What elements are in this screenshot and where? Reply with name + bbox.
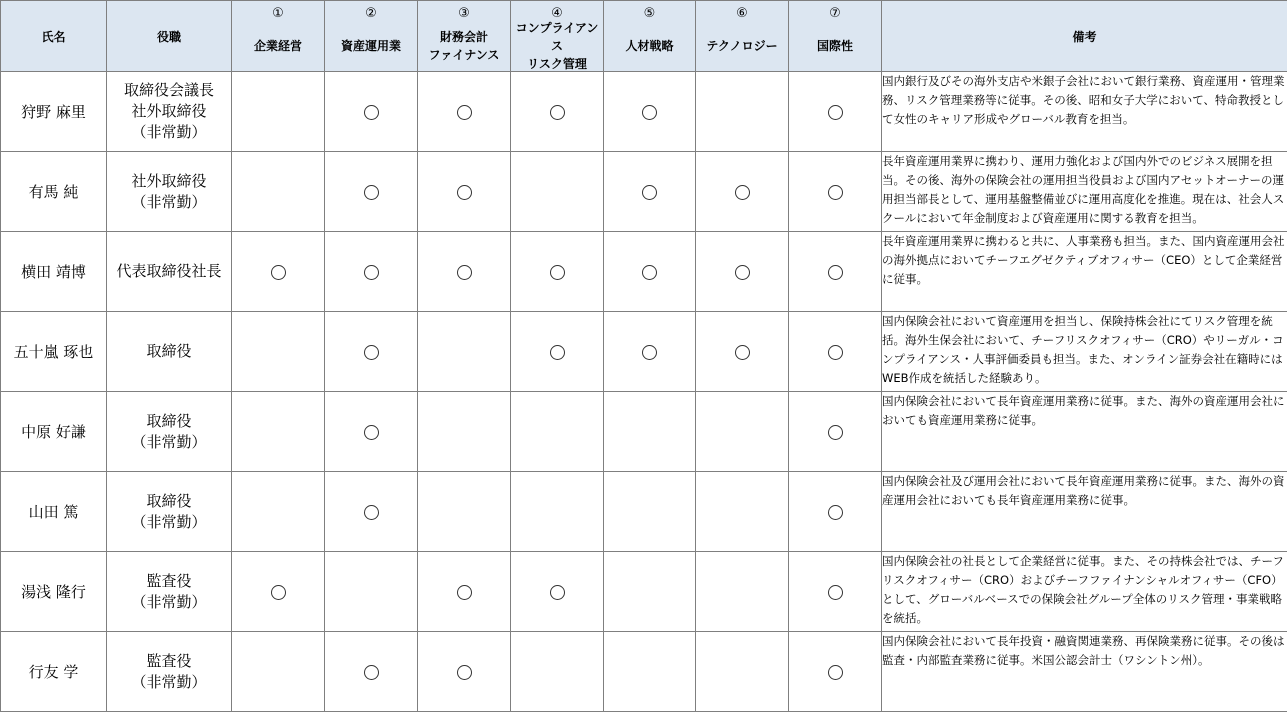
header-notes: 備考 <box>882 1 1287 72</box>
header-skill-4 <box>511 1 604 72</box>
skill-cell-3 <box>418 552 511 632</box>
skill-check-circle-icon <box>364 505 379 520</box>
skill-check-circle-icon <box>550 105 565 120</box>
header-skill-6 <box>696 1 789 72</box>
skill-check-circle-icon <box>828 105 843 120</box>
notes-cell <box>882 152 1287 232</box>
skill-check-circle-icon <box>735 265 750 280</box>
person-name: 有馬 純 <box>1 152 107 232</box>
skill-cell-5 <box>604 472 696 552</box>
skill-check-circle-icon <box>271 265 286 280</box>
person-name: 狩野 麻里 <box>1 72 107 152</box>
skill-check-circle-icon <box>828 185 843 200</box>
skill-cell-1 <box>232 632 325 712</box>
skill-cell-4 <box>511 392 604 472</box>
skill-number: ② <box>365 6 377 21</box>
skill-cell-7 <box>789 312 882 392</box>
notes-text: 国内保険会社及び運用会社において長年資産運用業務に従事。また、海外の資産運用会社においても長年資産運用業務に従事。 <box>882 474 1285 507</box>
skill-cell-7 <box>789 152 882 232</box>
skill-cell-6 <box>696 72 789 152</box>
notes-text: 長年資産運用業界に携わり、運用力強化および国内外でのビジネス展開を担当。その後、海外の保険会社の運用担当役員および国内アセットオーナーの運用担当部長として、運用基盤整備並びに運用高度化を推進。現在は、社会人スクールにおいて年金制度および資産運用に関する教育を担当。 <box>882 154 1285 225</box>
skill-number: ③ <box>458 6 470 21</box>
table-row <box>1 312 1287 392</box>
skill-check-circle-icon <box>457 105 472 120</box>
skill-check-circle-icon <box>828 265 843 280</box>
header-skill-5 <box>604 1 696 72</box>
skill-number: ④ <box>551 6 563 21</box>
skill-check-circle-icon <box>828 425 843 440</box>
skill-cell-7 <box>789 232 882 312</box>
notes-text: 国内保険会社の社長として企業経営に従事。また、その持株会社では、チーフリスクオフィサー（CRO）およびチーフファイナンシャルオフィサー（CFO）として、グローバルベースでの保険会社グループ全体のリスク管理・事業戦略を統括。 <box>882 554 1284 625</box>
notes-text: 国内保険会社において長年投資・融資関連業務、再保険業務に従事。その後は監査・内部監査業務に従事。米国公認会計士（ワシントン州）。 <box>882 634 1285 667</box>
skill-cell-4 <box>511 152 604 232</box>
notes-cell <box>882 72 1287 152</box>
skill-cell-4 <box>511 472 604 552</box>
skill-cell-2 <box>325 472 418 552</box>
table-row <box>1 472 1287 552</box>
skill-cell-2 <box>325 632 418 712</box>
skill-cell-7 <box>789 632 882 712</box>
person-role: 監査役 （非常勤） <box>107 552 232 632</box>
person-role: 取締役 <box>107 312 232 392</box>
table-row <box>1 392 1287 472</box>
skill-label: コンプライアンス リスク管理 <box>515 21 599 71</box>
skill-cell-4 <box>511 632 604 712</box>
header-skill-3 <box>418 1 511 72</box>
skill-cell-2 <box>325 552 418 632</box>
skill-cell-6 <box>696 552 789 632</box>
header-name: 氏名 <box>1 1 107 72</box>
skill-check-circle-icon <box>364 345 379 360</box>
header-skill-2 <box>325 1 418 72</box>
skill-check-circle-icon <box>828 665 843 680</box>
person-role: 取締役 （非常勤） <box>107 472 232 552</box>
skill-check-circle-icon <box>457 185 472 200</box>
person-role: 監査役 （非常勤） <box>107 632 232 712</box>
skill-check-circle-icon <box>364 425 379 440</box>
notes-text: 国内銀行及びその海外支店や米銀子会社において銀行業務、資産運用・管理業務、リスク管理業務等に従事。その後、昭和女子大学において、特命教授として女性のキャリア形成やグローバル教育を担当。 <box>882 74 1285 126</box>
skill-check-circle-icon <box>642 345 657 360</box>
skill-cell-2 <box>325 152 418 232</box>
skill-label: 資産運用業 <box>340 39 401 53</box>
skill-cell-6 <box>696 472 789 552</box>
notes-cell <box>882 232 1287 312</box>
skill-check-circle-icon <box>828 585 843 600</box>
header-role: 役職 <box>107 1 232 72</box>
skill-check-circle-icon <box>828 345 843 360</box>
skill-check-circle-icon <box>364 105 379 120</box>
notes-cell <box>882 552 1287 632</box>
person-role: 取締役 （非常勤） <box>107 392 232 472</box>
skill-cell-5 <box>604 632 696 712</box>
notes-cell <box>882 312 1287 392</box>
skill-check-circle-icon <box>550 265 565 280</box>
skill-check-circle-icon <box>550 345 565 360</box>
person-name: 中原 好謙 <box>1 392 107 472</box>
skill-check-circle-icon <box>642 105 657 120</box>
header-skill-7 <box>789 1 882 72</box>
person-name: 行友 学 <box>1 632 107 712</box>
notes-cell <box>882 392 1287 472</box>
table-row <box>1 552 1287 632</box>
skill-cell-3 <box>418 312 511 392</box>
skill-cell-6 <box>696 152 789 232</box>
skill-check-circle-icon <box>457 585 472 600</box>
skill-cell-7 <box>789 552 882 632</box>
skill-cell-7 <box>789 392 882 472</box>
skill-cell-1 <box>232 552 325 632</box>
skill-cell-1 <box>232 392 325 472</box>
skill-label: テクノロジー <box>706 39 778 53</box>
skill-cell-6 <box>696 632 789 712</box>
skill-check-circle-icon <box>550 585 565 600</box>
table-row <box>1 232 1287 312</box>
skill-cell-5 <box>604 552 696 632</box>
skill-label: 財務会計 ファイナンス <box>428 30 500 62</box>
skill-check-circle-icon <box>642 265 657 280</box>
skill-check-circle-icon <box>735 185 750 200</box>
table-row <box>1 632 1287 712</box>
skill-cell-3 <box>418 472 511 552</box>
skill-cell-2 <box>325 72 418 152</box>
person-name: 山田 篤 <box>1 472 107 552</box>
skill-cell-4 <box>511 72 604 152</box>
skill-cell-5 <box>604 152 696 232</box>
skill-cell-1 <box>232 312 325 392</box>
matrix-body <box>1 72 1287 712</box>
person-role: 代表取締役社長 <box>107 232 232 312</box>
skill-number: ⑥ <box>736 6 748 21</box>
notes-cell <box>882 632 1287 712</box>
skill-cell-1 <box>232 232 325 312</box>
skill-cell-7 <box>789 472 882 552</box>
person-role: 取締役会議長 社外取締役 （非常勤） <box>107 72 232 152</box>
skill-cell-6 <box>696 392 789 472</box>
skill-label: 企業経営 <box>253 39 302 53</box>
skill-cell-1 <box>232 472 325 552</box>
skill-check-circle-icon <box>364 665 379 680</box>
skill-number: ⑤ <box>643 6 656 21</box>
skill-cell-4 <box>511 552 604 632</box>
table-row <box>1 152 1287 232</box>
skill-check-circle-icon <box>457 665 472 680</box>
skill-cell-5 <box>604 312 696 392</box>
skill-cell-3 <box>418 392 511 472</box>
table-row <box>1 72 1287 152</box>
skill-cell-1 <box>232 72 325 152</box>
notes-text: 国内保険会社において長年資産運用業務に従事。また、海外の資産運用会社においても資産運用業務に従事。 <box>882 394 1285 427</box>
notes-cell <box>882 472 1287 552</box>
notes-text: 長年資産運用業界に携わると共に、人事業務も担当。また、国内資産運用会社の海外拠点においてチーフエグゼクティブオフィサー（CEO）として企業経営に従事。 <box>882 234 1285 286</box>
skill-label: 国際性 <box>816 39 853 53</box>
skill-cell-5 <box>604 72 696 152</box>
skill-cell-3 <box>418 632 511 712</box>
skill-cell-3 <box>418 152 511 232</box>
skill-cell-5 <box>604 232 696 312</box>
skill-check-circle-icon <box>457 265 472 280</box>
skill-cell-6 <box>696 312 789 392</box>
header-skill-1 <box>232 1 325 72</box>
skill-label: 人材戦略 <box>625 39 674 53</box>
skill-number: ① <box>272 6 284 21</box>
skill-cell-2 <box>325 312 418 392</box>
skill-cell-6 <box>696 232 789 312</box>
person-role: 社外取締役 （非常勤） <box>107 152 232 232</box>
notes-text: 国内保険会社において資産運用を担当し、保険持株会社にてリスク管理を統括。海外生保会社において、チーフリスクオフィサー（CRO）やリーガル・コンプライアンス・人事評価委員も担当。また、オンライン証券会社在籍時にはWEB作成を統括した経験あり。 <box>882 314 1284 385</box>
person-name: 湯浅 隆行 <box>1 552 107 632</box>
skill-check-circle-icon <box>828 505 843 520</box>
skill-cell-1 <box>232 152 325 232</box>
skill-cell-3 <box>418 72 511 152</box>
skill-cell-5 <box>604 392 696 472</box>
skill-cell-4 <box>511 312 604 392</box>
skill-cell-7 <box>789 72 882 152</box>
skill-cell-4 <box>511 232 604 312</box>
skill-check-circle-icon <box>271 585 286 600</box>
person-name: 横田 靖博 <box>1 232 107 312</box>
skill-cell-2 <box>325 232 418 312</box>
skill-check-circle-icon <box>364 185 379 200</box>
skill-check-circle-icon <box>735 345 750 360</box>
header-row <box>1 1 1287 72</box>
skill-cell-2 <box>325 392 418 472</box>
skill-number: ⑦ <box>829 6 841 21</box>
skill-check-circle-icon <box>642 185 657 200</box>
person-name: 五十嵐 琢也 <box>1 312 107 392</box>
skill-check-circle-icon <box>364 265 379 280</box>
skill-cell-3 <box>418 232 511 312</box>
